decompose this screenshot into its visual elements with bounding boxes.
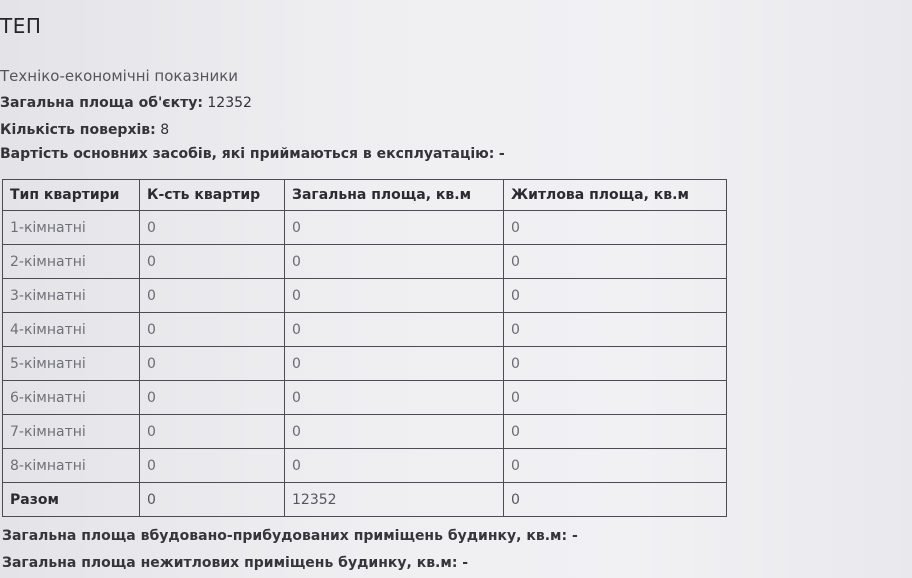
cell-total-area: 0 [285, 449, 504, 483]
cell-total-area: 0 [285, 381, 504, 415]
floors-label: Кількість поверхів: [0, 122, 156, 138]
total-area-value: 12352 [207, 95, 252, 111]
header-total-area: Загальна площа, кв.м [285, 180, 504, 211]
cell-type: 3-кімнатні [3, 279, 140, 313]
floors-value: 8 [160, 122, 170, 138]
builtin-area-line: Загальна площа вбудовано-прибудованих приміщень будинку, кв.м: - [2, 528, 578, 544]
table-row [3, 313, 727, 347]
cell-living-area: 0 [504, 415, 727, 449]
table-row [3, 211, 727, 245]
table-row [3, 347, 727, 381]
fixed-assets-value: - [498, 146, 505, 162]
header-apartment-type: Тип квартири [3, 180, 140, 211]
fixed-assets-label: Вартість основних засобів, які приймаються в експлуатацію: [0, 146, 495, 162]
table-header-row [3, 180, 727, 211]
page-title: ТЕП [0, 14, 42, 38]
total-area-label: Загальна площа об'єкту: [0, 95, 203, 111]
cell-living-area: 0 [504, 279, 727, 313]
floors-line [0, 122, 169, 138]
total-area-line [0, 95, 252, 111]
table-row [3, 415, 727, 449]
cell-count: 0 [140, 313, 285, 347]
cell-living-area: 0 [504, 381, 727, 415]
table-row [3, 449, 727, 483]
cell-total-area: 12352 [285, 483, 504, 517]
header-apartment-count: К-сть квартир [140, 180, 285, 211]
cell-type: 7-кімнатні [3, 415, 140, 449]
cell-total-area: 0 [285, 245, 504, 279]
cell-count: 0 [140, 449, 285, 483]
cell-count: 0 [140, 279, 285, 313]
cell-type: 1-кімнатні [3, 211, 140, 245]
cell-living-area: 0 [504, 483, 727, 517]
table-row [3, 245, 727, 279]
cell-type: 2-кімнатні [3, 245, 140, 279]
table-row [3, 279, 727, 313]
cell-living-area: 0 [504, 313, 727, 347]
cell-living-area: 0 [504, 449, 727, 483]
cell-count: 0 [140, 381, 285, 415]
cell-living-area: 0 [504, 347, 727, 381]
cell-count: 0 [140, 245, 285, 279]
cell-total-area: 0 [285, 347, 504, 381]
cell-total-area: 0 [285, 313, 504, 347]
nonresidential-area-line: Загальна площа нежитлових приміщень будинку, кв.м: - [2, 555, 469, 571]
cell-type: 8-кімнатні [3, 449, 140, 483]
cell-living-area: 0 [504, 245, 727, 279]
cell-total-area: 0 [285, 415, 504, 449]
cell-type: 6-кімнатні [3, 381, 140, 415]
table-row [3, 381, 727, 415]
fixed-assets-line [0, 146, 505, 162]
section-subtitle: Техніко-економічні показники [0, 67, 239, 85]
cell-total-area: 0 [285, 211, 504, 245]
cell-count: 0 [140, 483, 285, 517]
cell-count: 0 [140, 347, 285, 381]
cell-total-label: Разом [3, 483, 140, 517]
apartments-table [2, 179, 727, 517]
cell-count: 0 [140, 415, 285, 449]
cell-total-area: 0 [285, 279, 504, 313]
table-total-row [3, 483, 727, 517]
cell-type: 5-кімнатні [3, 347, 140, 381]
header-living-area: Житлова площа, кв.м [504, 180, 727, 211]
cell-living-area: 0 [504, 211, 727, 245]
cell-type: 4-кімнатні [3, 313, 140, 347]
cell-count: 0 [140, 211, 285, 245]
